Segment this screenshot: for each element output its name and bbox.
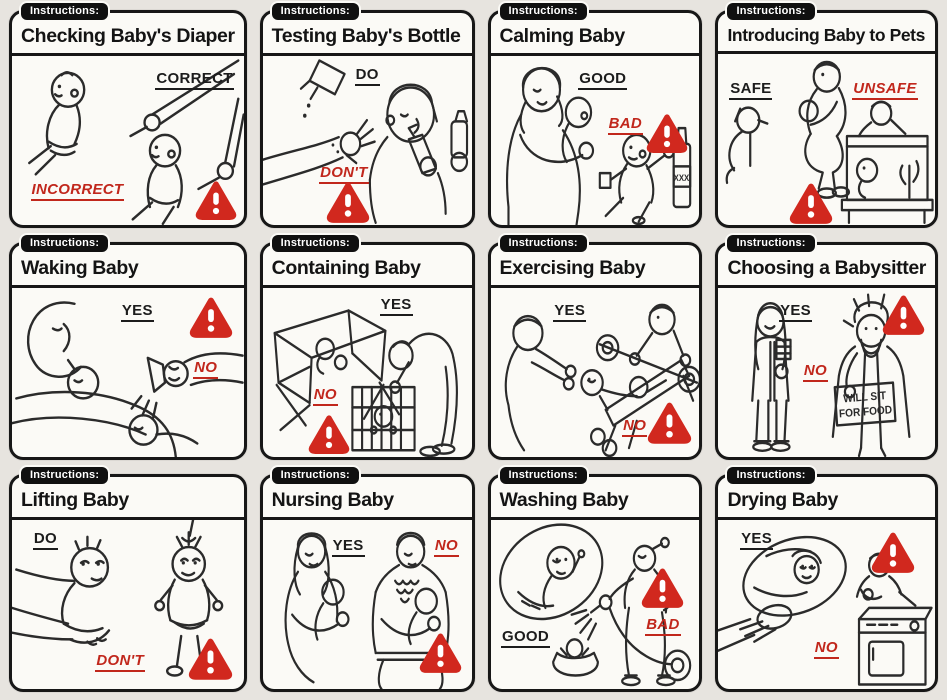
negative-label: BAD xyxy=(645,616,680,636)
positive-label: YES xyxy=(553,302,586,322)
negative-label: UNSAFE xyxy=(852,80,917,100)
positive-label: GOOD xyxy=(578,70,627,90)
panel-nursing-baby xyxy=(260,469,475,692)
instructions-tab: Instructions: xyxy=(500,467,587,484)
illustration-area xyxy=(718,520,935,689)
panel-title: Exercising Baby xyxy=(499,257,646,279)
instructions-tab: Instructions: xyxy=(727,467,814,484)
panel-title: Introducing Baby to Pets xyxy=(727,25,925,45)
warning-triangle-icon xyxy=(881,293,926,336)
instructions-tab: Instructions: xyxy=(500,3,587,20)
negative-label: DON'T xyxy=(95,652,145,672)
positive-label: GOOD xyxy=(501,628,550,648)
illustration-area xyxy=(263,520,472,689)
negative-label: NO xyxy=(803,362,828,382)
illustration-area xyxy=(718,54,935,225)
negative-label: INCORRECT xyxy=(31,181,125,201)
panel-calming-baby xyxy=(488,5,703,228)
positive-label: CORRECT xyxy=(155,70,233,90)
illustration-area xyxy=(491,56,700,225)
negative-label: NO xyxy=(193,359,218,379)
panel-title: Checking Baby's Diaper xyxy=(21,25,235,47)
instructions-tab: Instructions: xyxy=(21,3,108,20)
warning-triangle-icon xyxy=(645,112,689,154)
negative-label: NO xyxy=(434,537,459,557)
positive-label: DO xyxy=(33,530,58,550)
panel-choosing-a-babysitter xyxy=(715,237,938,460)
positive-label: YES xyxy=(380,296,413,316)
panel-drying-baby xyxy=(715,469,938,692)
liquor-bottle-label: XXX xyxy=(673,172,689,184)
illustration-area xyxy=(491,520,700,689)
panel-exercising-baby xyxy=(488,237,703,460)
instructions-tab: Instructions: xyxy=(272,467,359,484)
negative-label: NO xyxy=(814,639,839,659)
illustration-area xyxy=(12,56,244,225)
illustration-area xyxy=(12,520,244,689)
panel-lifting-baby xyxy=(9,469,247,692)
panel-title: Choosing a Babysitter xyxy=(727,257,926,279)
warning-triangle-icon xyxy=(194,179,238,221)
instructions-tab: Instructions: xyxy=(500,235,587,252)
positive-label: YES xyxy=(121,302,154,322)
warning-triangle-icon xyxy=(325,180,371,224)
panel-washing-baby xyxy=(488,469,703,692)
positive-label: YES xyxy=(332,537,365,557)
panel-introducing-baby-to-pets xyxy=(715,5,938,228)
instructions-tab: Instructions: xyxy=(272,3,359,20)
positive-label: SAFE xyxy=(729,80,772,100)
negative-label: NO xyxy=(622,417,647,437)
instructions-tab: Instructions: xyxy=(21,467,108,484)
warning-triangle-icon xyxy=(188,295,234,339)
warning-triangle-icon xyxy=(788,181,834,225)
instructions-tab: Instructions: xyxy=(727,3,814,20)
panel-title: Testing Baby's Bottle xyxy=(271,25,461,47)
negative-label: BAD xyxy=(608,115,643,135)
positive-label: YES xyxy=(740,530,773,550)
instructions-tab: Instructions: xyxy=(727,235,814,252)
warning-triangle-icon xyxy=(418,631,463,674)
instructions-tab: Instructions: xyxy=(21,235,108,252)
panel-title: Nursing Baby xyxy=(271,489,394,511)
babysitter-sign-line1: WILL SIT xyxy=(843,389,887,406)
containing-baby-illustration xyxy=(263,288,472,457)
negative-label: DON'T xyxy=(319,164,369,184)
panel-title: Drying Baby xyxy=(727,489,838,511)
panel-containing-baby xyxy=(260,237,475,460)
panel-title: Lifting Baby xyxy=(21,489,129,511)
illustration-area xyxy=(263,56,472,225)
panel-checking-babys-diaper xyxy=(9,5,247,228)
negative-label: NO xyxy=(313,386,338,406)
warning-triangle-icon xyxy=(640,566,685,609)
instructions-tab: Instructions: xyxy=(272,235,359,252)
illustration-area xyxy=(718,288,935,457)
warning-triangle-icon xyxy=(307,413,351,455)
illustration-area xyxy=(491,288,700,457)
positive-label: DO xyxy=(355,66,380,86)
babysitter-sign-line2: FOR FOOD xyxy=(839,403,893,421)
panel-title: Waking Baby xyxy=(21,257,139,279)
warning-triangle-icon xyxy=(646,400,693,445)
warning-triangle-icon xyxy=(187,636,234,681)
panel-title: Calming Baby xyxy=(499,25,625,47)
panel-testing-babys-bottle xyxy=(260,5,475,228)
panel-title: Containing Baby xyxy=(271,257,421,279)
panel-waking-baby xyxy=(9,237,247,460)
illustration-area xyxy=(263,288,472,457)
illustration-area xyxy=(12,288,244,457)
warning-triangle-icon xyxy=(870,530,916,574)
positive-label: YES xyxy=(779,302,812,322)
panel-title: Washing Baby xyxy=(499,489,629,511)
